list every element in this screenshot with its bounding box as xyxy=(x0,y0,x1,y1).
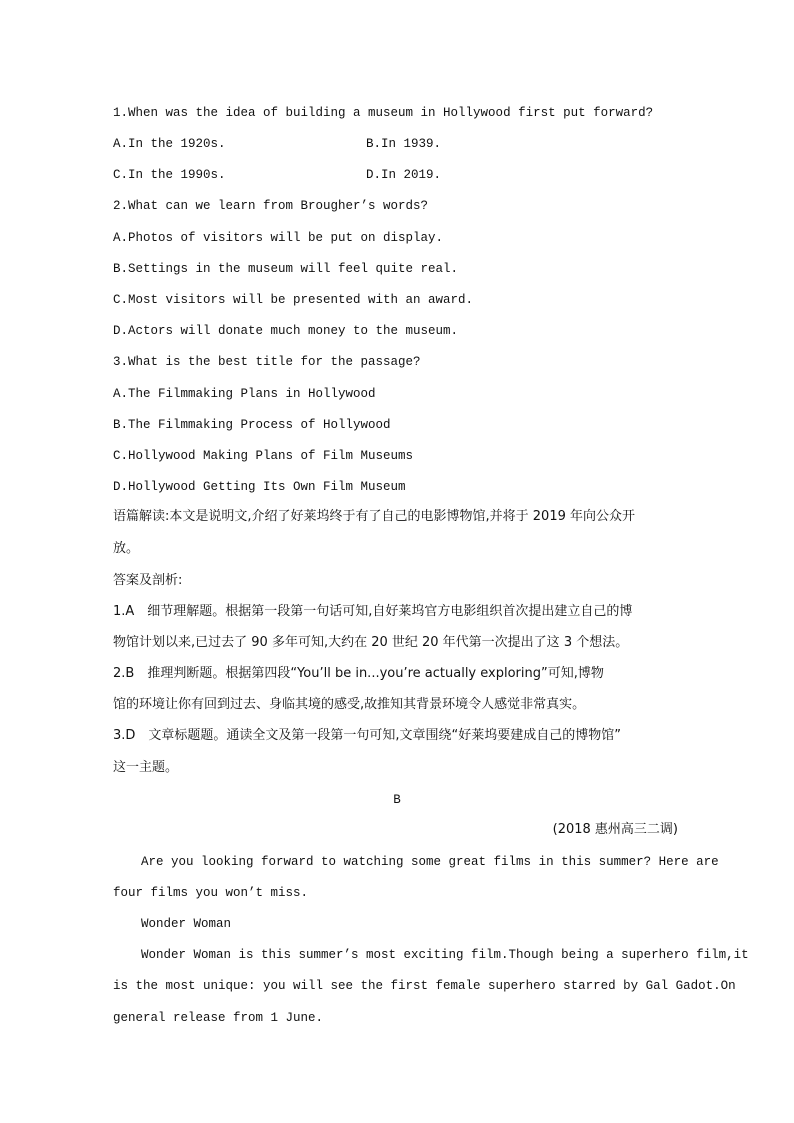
section-letter: B xyxy=(393,793,401,807)
question-1-option-a: A.In the 1920s. xyxy=(113,137,226,151)
answer-2-line-1: 2.B 推理判断题。根据第四段“You’ll be in...you’re actually exploring”可知,博物 xyxy=(113,666,604,681)
answer-2-line-2: 馆的环境让你有回到过去、身临其境的感受,故推知其背景环境令人感觉非常真实。 xyxy=(113,697,586,712)
question-2-option-a: A.Photos of visitors will be put on display. xyxy=(113,231,444,245)
source-note: (2018 惠州高三二调) xyxy=(552,822,678,837)
question-1-options-row-2 xyxy=(113,166,442,184)
passage-para-line-3: general release from 1 June. xyxy=(113,1011,324,1025)
answer-3-line-2: 这一主题。 xyxy=(113,760,179,775)
question-3-option-c: C.Hollywood Making Plans of Film Museums xyxy=(113,449,414,463)
answer-1-line-2: 物馆计划以来,已过去了 90 多年可知,大约在 20 世纪 20 年代第一次提出了这 3 个想法。 xyxy=(113,635,629,650)
passage-intro-line-2: four films you won’t miss. xyxy=(113,886,309,900)
question-3-stem: 3.What is the best title for the passage? xyxy=(113,355,421,369)
film-title: Wonder Woman xyxy=(141,917,232,931)
interpretation-line-2: 放。 xyxy=(113,541,140,556)
interpretation-line-1: 语篇解读:本文是说明文,介绍了好莱坞终于有了自己的电影博物馆,并将于 2019 年向公众开 xyxy=(113,509,635,524)
question-1-option-b: B.In 1939. xyxy=(366,137,442,151)
question-2-option-b: B.Settings in the museum will feel quite real. xyxy=(113,262,459,276)
passage-para-line-1: Wonder Woman is this summer’s most exciting film.Though being a superhero film,it xyxy=(141,948,749,962)
question-1-stem: 1.When was the idea of building a museum in Hollywood first put forward? xyxy=(113,106,654,120)
question-3-option-b: B.The Filmmaking Process of Hollywood xyxy=(113,418,391,432)
passage-intro-line-1: Are you looking forward to watching some great films in this summer? Here are xyxy=(141,855,719,869)
question-3-option-a: A.The Filmmaking Plans in Hollywood xyxy=(113,387,376,401)
question-3-option-d: D.Hollywood Getting Its Own Film Museum xyxy=(113,480,406,494)
question-1-options-row-1 xyxy=(113,135,442,153)
answer-1-line-1: 1.A 细节理解题。根据第一段第一句话可知,自好莱坞官方电影组织首次提出建立自己的博 xyxy=(113,604,633,619)
question-1-option-d: D.In 2019. xyxy=(366,168,442,182)
answer-heading: 答案及剖析: xyxy=(113,573,183,588)
question-2-stem: 2.What can we learn from Brougher’s words? xyxy=(113,199,429,213)
question-2-option-c: C.Most visitors will be presented with an award. xyxy=(113,293,474,307)
answer-3-line-1: 3.D 文章标题题。通读全文及第一段第一句可知,文章围绕“好莱坞要建成自己的博物馆” xyxy=(113,728,622,743)
passage-para-line-2: is the most unique: you will see the first female superhero starred by Gal Gadot.On xyxy=(113,979,736,993)
question-1-option-c: C.In the 1990s. xyxy=(113,168,226,182)
question-2-option-d: D.Actors will donate much money to the museum. xyxy=(113,324,459,338)
